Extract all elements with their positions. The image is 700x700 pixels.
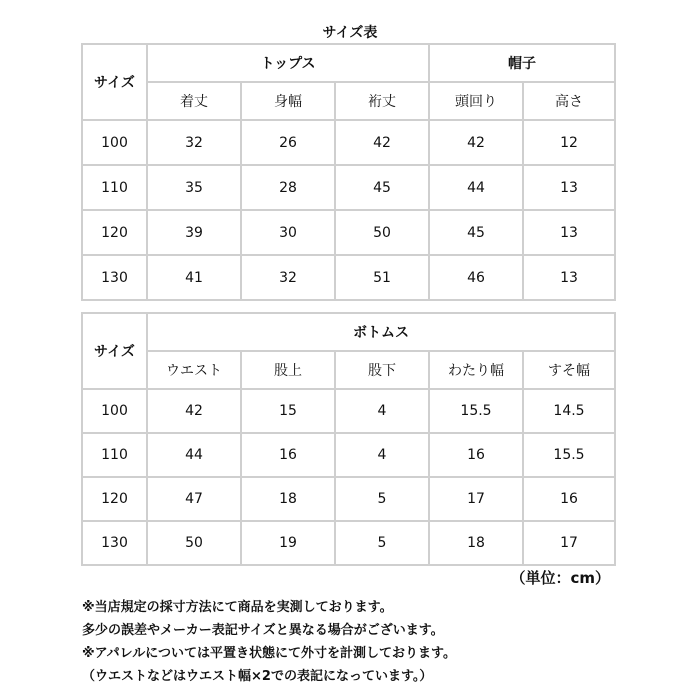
column-header: 身幅 [241, 82, 335, 120]
value-cell: 4 [335, 389, 429, 433]
value-cell: 4 [335, 433, 429, 477]
value-cell: 18 [241, 477, 335, 521]
column-header: 股上 [241, 351, 335, 389]
value-cell: 28 [241, 165, 335, 210]
value-cell: 15.5 [523, 433, 615, 477]
page-title: サイズ表 [322, 25, 378, 41]
tops-group-header: トップス [147, 44, 429, 82]
size-cell: 120 [82, 477, 147, 521]
value-cell: 13 [523, 165, 615, 210]
note-line: ※アパレルについては平置き状態にて外寸を計測しております。 [82, 646, 456, 661]
value-cell: 18 [429, 521, 523, 565]
value-cell: 47 [147, 477, 241, 521]
value-cell: 45 [335, 165, 429, 210]
size-cell: 100 [82, 120, 147, 165]
column-header: 頭回り [429, 82, 523, 120]
value-cell: 13 [523, 210, 615, 255]
value-cell: 13 [523, 255, 615, 300]
bottoms-size-table [81, 312, 616, 566]
column-header: すそ幅 [523, 351, 615, 389]
value-cell: 50 [147, 521, 241, 565]
table-row [82, 521, 615, 565]
value-cell: 44 [147, 433, 241, 477]
notes [82, 596, 456, 688]
column-header: 裄丈 [335, 82, 429, 120]
value-cell: 14.5 [523, 389, 615, 433]
column-header: ウエスト [147, 351, 241, 389]
value-cell: 17 [429, 477, 523, 521]
table-row [82, 477, 615, 521]
value-cell: 51 [335, 255, 429, 300]
size-cell: 110 [82, 165, 147, 210]
value-cell: 32 [241, 255, 335, 300]
value-cell: 44 [429, 165, 523, 210]
size-cell: 130 [82, 521, 147, 565]
size-header: サイズ [82, 313, 147, 389]
unit-label: （単位：cm） [510, 569, 610, 587]
value-cell: 39 [147, 210, 241, 255]
value-cell: 16 [429, 433, 523, 477]
hat-group-header: 帽子 [429, 44, 615, 82]
note-line: （ウエストなどはウエスト幅×2での表記になっています。） [82, 669, 433, 684]
size-cell: 110 [82, 433, 147, 477]
value-cell: 50 [335, 210, 429, 255]
size-header: サイズ [82, 44, 147, 120]
size-cell: 100 [82, 389, 147, 433]
value-cell: 15 [241, 389, 335, 433]
value-cell: 32 [147, 120, 241, 165]
value-cell: 12 [523, 120, 615, 165]
value-cell: 5 [335, 477, 429, 521]
table-row [82, 255, 615, 300]
note-line: 多少の誤差やメーカー表記サイズと異なる場合がございます。 [82, 623, 444, 638]
value-cell: 19 [241, 521, 335, 565]
column-header: 股下 [335, 351, 429, 389]
value-cell: 45 [429, 210, 523, 255]
value-cell: 15.5 [429, 389, 523, 433]
table-row [82, 433, 615, 477]
value-cell: 17 [523, 521, 615, 565]
column-header: 着丈 [147, 82, 241, 120]
bottoms-group-header: ボトムス [147, 313, 615, 351]
value-cell: 42 [429, 120, 523, 165]
value-cell: 5 [335, 521, 429, 565]
size-cell: 120 [82, 210, 147, 255]
value-cell: 30 [241, 210, 335, 255]
value-cell: 42 [147, 389, 241, 433]
value-cell: 35 [147, 165, 241, 210]
value-cell: 26 [241, 120, 335, 165]
value-cell: 46 [429, 255, 523, 300]
value-cell: 42 [335, 120, 429, 165]
size-cell: 130 [82, 255, 147, 300]
value-cell: 16 [523, 477, 615, 521]
note-line: ※当店規定の採寸方法にて商品を実測しております。 [82, 600, 393, 615]
table-row [82, 210, 615, 255]
table-row [82, 389, 615, 433]
value-cell: 16 [241, 433, 335, 477]
column-header: わたり幅 [429, 351, 523, 389]
table-row [82, 120, 615, 165]
value-cell: 41 [147, 255, 241, 300]
column-header: 高さ [523, 82, 615, 120]
table-row [82, 165, 615, 210]
tops-size-table [81, 43, 616, 301]
